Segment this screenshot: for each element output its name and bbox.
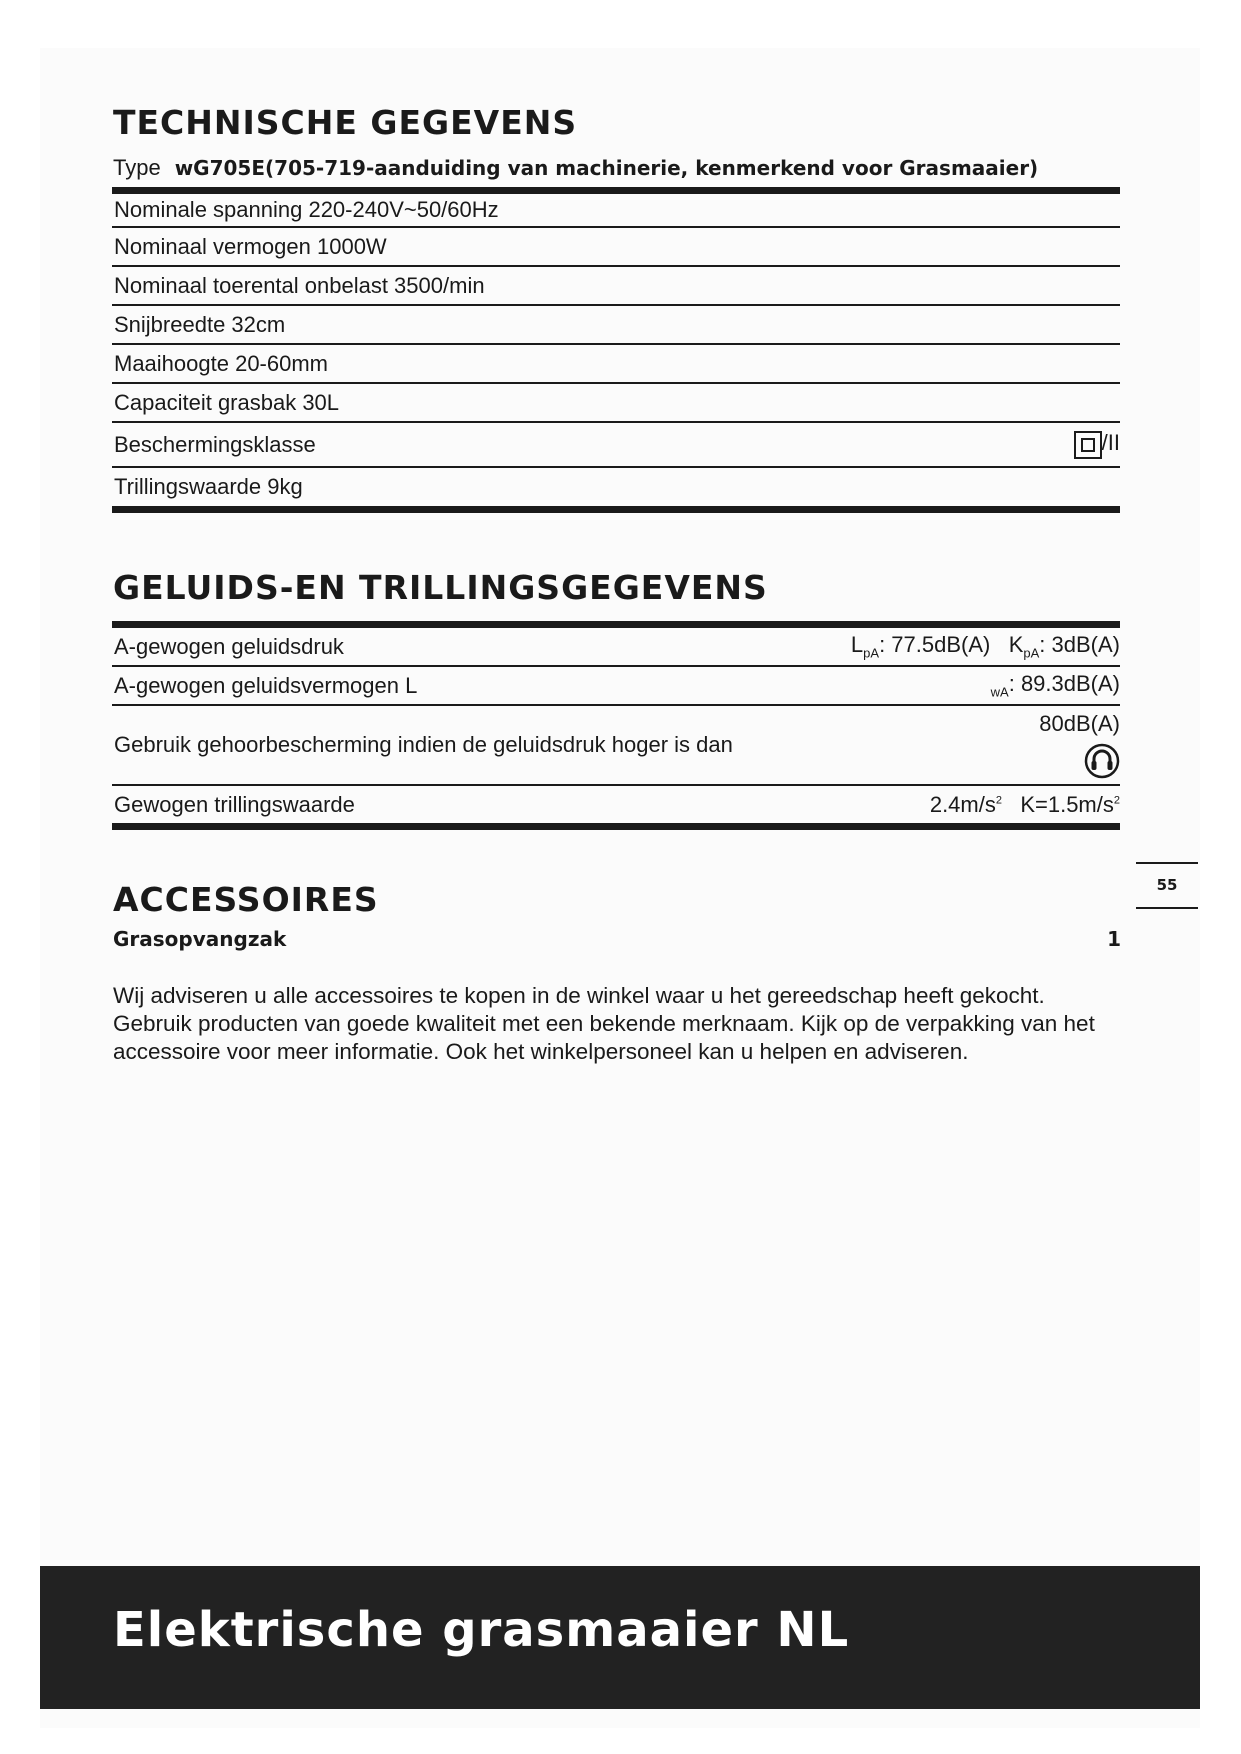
footer-banner [40,1566,1200,1709]
table-bottom-rule [112,506,1120,513]
noise-row-protection [112,706,1120,784]
accessory-item [113,927,1121,951]
page-number: 55 [1156,876,1178,894]
noise-heading: GELUIDS-EN TRILLINGSGEGEVENS [113,568,768,607]
klasse-value: /II [1101,430,1120,456]
table-top-rule [112,187,1120,194]
accessory-name: Grasopvangzak [113,927,287,951]
noise-row-power [112,667,1120,704]
pressure-label: A-gewogen geluidsdruk [114,633,344,659]
protection-label: Gebruik gehoorbescherming indien de geluidsdruk hoger is dan [114,732,733,757]
double-insulation-icon [1074,431,1102,459]
accessories-heading: ACCESSOIRES [113,880,379,919]
protection-value: 80dB(A) [1039,711,1120,736]
vibration-values: $2.4m/s^2$ $K=1.5m/s^2$ [929,791,1120,817]
tech-row-power: Nominaal vermogen 1000W [114,233,387,259]
tech-row-weight: Trillingswaarde 9kg [114,474,303,499]
type-line [113,155,1038,181]
klasse-label: Beschermingsklasse [114,431,316,457]
ear-protection-icon [1084,743,1120,779]
vibration-label: Gewogen trillingswaarde [114,791,355,817]
footer-title: Elektrische grasmaaier NL [113,1602,850,1658]
noise-table [112,621,1120,830]
power-value: $_{wA}$: 89.3dB(A) [990,671,1120,700]
pressure-values: $L_{pA}$: 77.5dB(A) $K_{pA}$: 3dB(A) [850,632,1120,661]
page-number-marker [1136,862,1198,909]
tech-heading: TECHNISCHE GEGEVENS [113,103,578,142]
tech-row-height: Maaihoogte 20-60mm [114,350,329,376]
type-value: wG705E(705-719-aanduiding van machinerie, kenmerkend voor Grasmaaier) [174,156,1039,180]
tech-row-speed: Nominaal toerental onbelast 3500/min [114,272,485,298]
tech-row-capacity: Capaciteit grasbak 30L [114,389,340,415]
noise-row-vibration [112,786,1120,823]
power-label: A-gewogen geluidsvermogen L [114,672,418,698]
tech-row-klasse [112,423,1120,466]
accessories-text: Wij adviseren u alle accessoires te kopen in de winkel waar u het gereedschap heeft gekocht. Gebruik producten van goede kwaliteit met een bekende merknaam. Kijk op de verpakking van het accessoire voor meer informatie. Ook het winkelpersoneel kan u helpen en adviseren. [113,983,1095,1064]
accessory-qty: 1 [1107,927,1121,951]
noise-row-pressure [112,628,1120,665]
tech-table [112,187,1120,513]
type-label: Type [113,155,161,180]
tech-row-voltage: Nominale spanning 220-240V~50/60Hz [114,197,499,222]
tech-row-width: Snijbreedte 32cm [114,311,286,337]
